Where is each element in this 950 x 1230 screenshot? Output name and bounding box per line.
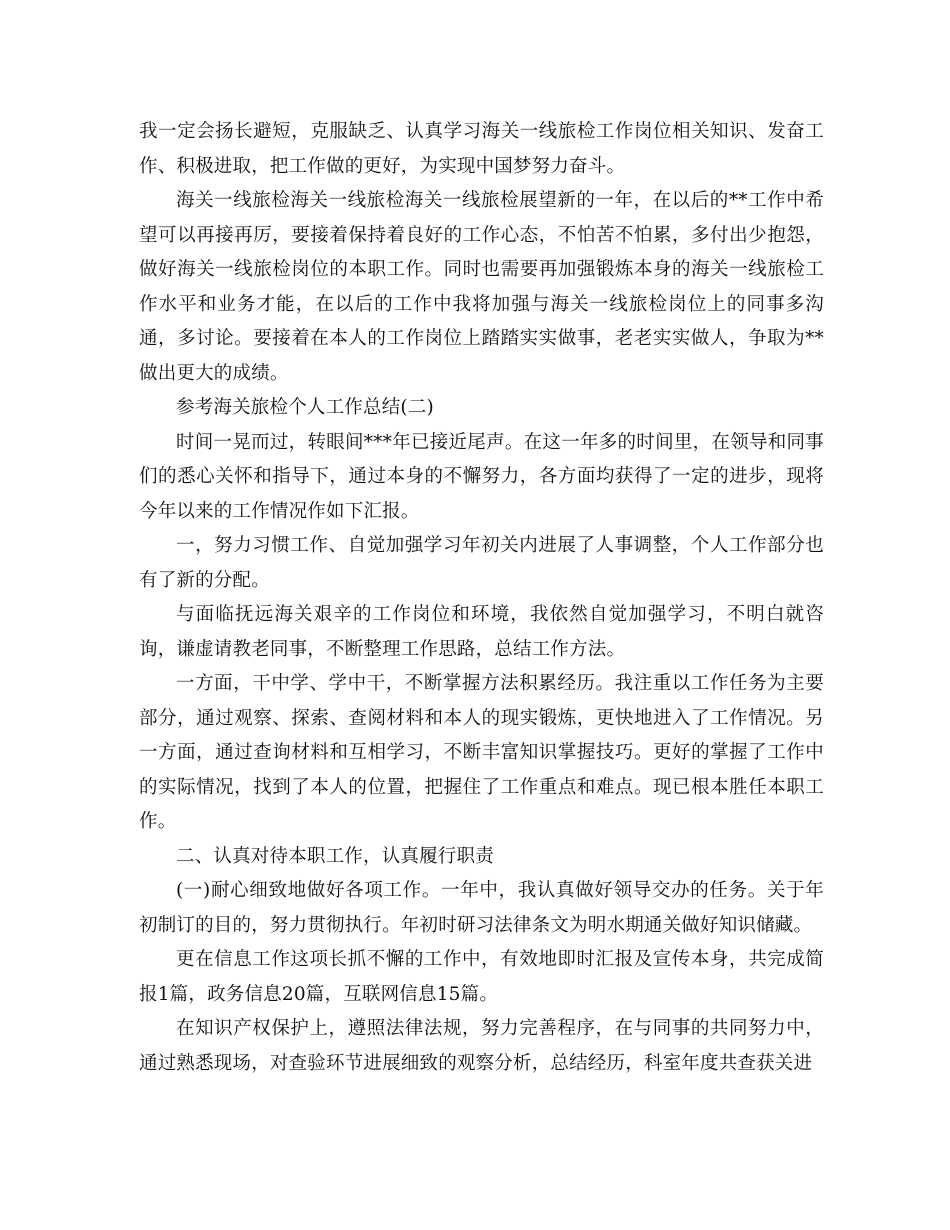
paragraph-6: 一方面，干中学、学中干，不断掌握方法积累经历。我注重以工作任务为主要部分，通过观察、探索、查阅材料和本人的现实锻炼，更快地进入了工作情况。另一方面，通过查询材料和互相学习，不断丰富知识掌握技巧。更好的掌握了工作中的实际情况，找到了本人的位置，把握住了工作重点和难点。现已根本胜任本职工作。 <box>139 673 824 832</box>
paragraph-1: 我一定会扬长避短，克服缺乏、认真学习海关一线旅检工作岗位相关知识、发奋工作、积极进取，把工作做的更好，为实现中国梦努力奋斗。 <box>139 121 824 177</box>
paragraph-5: 与面临抚远海关艰辛的工作岗位和环境，我依然自觉加强学习，不明白就咨询，谦虚请教老同事，不断整理工作思路，总结工作方法。 <box>139 604 824 660</box>
paragraph-8: 更在信息工作这项长抓不懈的工作中，有效地即时汇报及宣传本身，共完成简报1篇，政务信息20篇，互联网信息15篇。 <box>139 949 824 1005</box>
paragraph-4: 一，努力习惯工作、自觉加强学习年初关内进展了人事调整，个人工作部分也有了新的分配。 <box>139 535 824 591</box>
paragraph-3: 时间一晃而过，转眼间***年已接近尾声。在这一年多的时间里，在领导和同事们的悉心关怀和指导下，通过本身的不懈努力，各方面均获得了一定的进步，现将今年以来的工作情况作如下汇报。 <box>139 431 824 522</box>
paragraph-7: (一)耐心细致地做好各项工作。一年中，我认真做好领导交办的任务。关于年初制订的目的，努力贯彻执行。年初时研习法律条文为明水期通关做好知识储藏。 <box>139 880 824 936</box>
document-body <box>139 115 824 1081</box>
subheading-duties: 二、认真对待本职工作，认真履行职责 <box>176 845 494 867</box>
section-heading-2: 参考海关旅检个人工作总结(二) <box>176 397 434 418</box>
paragraph-2: 海关一线旅检海关一线旅检海关一线旅检展望新的一年，在以后的**工作中希望可以再接再厉，要接着保持着良好的工作心态，不怕苦不怕累，多付出少抱怨，做好海关一线旅检岗位的本职工作。同时也需要再加强锻炼本身的海关一线旅检工作水平和业务才能，在以后的工作中我将加强与海关一线旅检岗位上的同事多沟通，多讨论。要接着在本人的工作岗位上踏踏实实做事，老老实实做人，争取为**做出更大的成绩。 <box>139 190 824 384</box>
paragraph-9: 在知识产权保护上，遵照法律法规，努力完善程序，在与同事的共同努力中，通过熟悉现场，对查验环节进展细致的观察分析，总结经历，科室年度共查获关进 <box>139 1018 824 1074</box>
